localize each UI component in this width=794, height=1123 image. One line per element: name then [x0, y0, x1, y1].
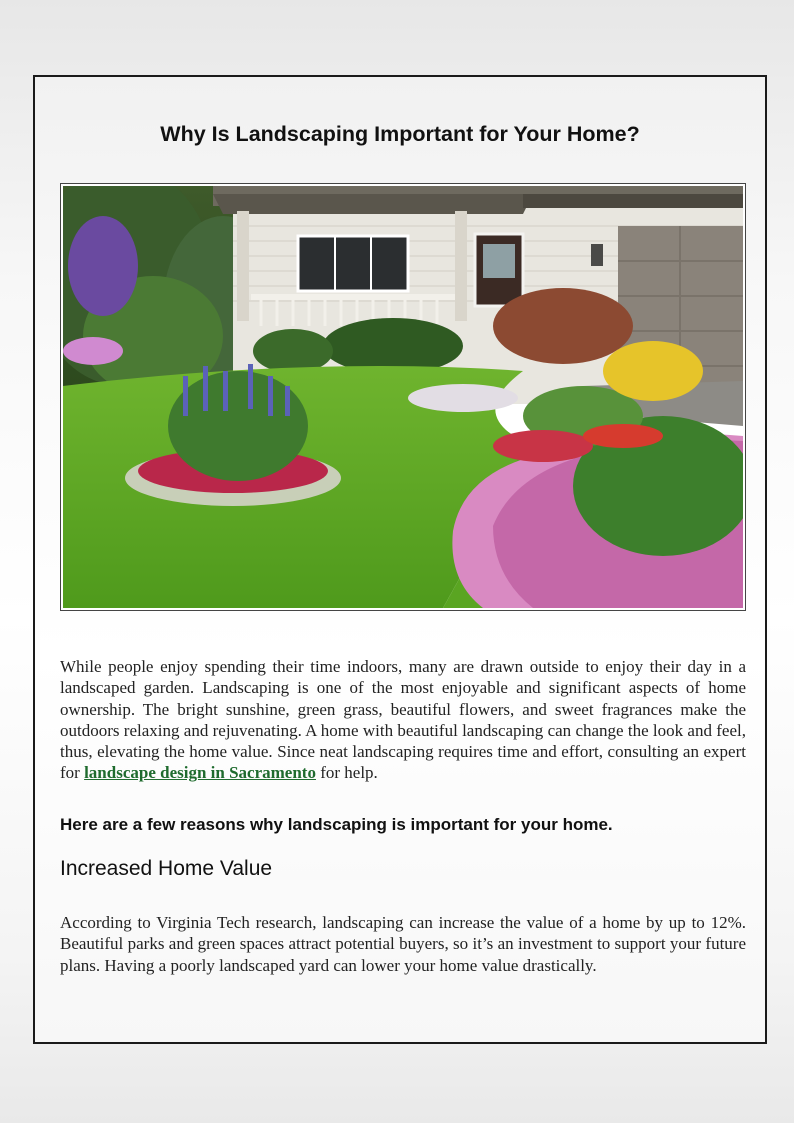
landscape-photo	[60, 183, 746, 611]
landscape-design-link[interactable]: landscape design in Sacramento	[84, 763, 316, 783]
section-heading: Increased Home Value	[60, 857, 273, 880]
intro-text: While people enjoy spending their time indoors, many are drawn outside to enjoy their day in a landscaped garden. Landscaping is one of the most enjoyable and significant aspects of home ownership. The bright sunshine, green grass, beautiful flowers, and sweet fragrances make the outdoors relaxing and rejuvenating. A home with beautiful landscaping can change the look and feel, thus, elevating the home value. Since neat landscaping requires time and effort, consulting an expert for	[60, 657, 746, 783]
reasons-lead-in: Here are a few reasons why landscaping is important for your home.	[60, 815, 613, 834]
section-paragraph: According to Virginia Tech research, landscaping can increase the value of a home by up to 12%. Beautiful parks and green spaces attract potential buyers, so it’s an investment to support your future plans. Having a poorly landscaped yard can lower your home value drastically.	[60, 913, 746, 975]
intro-paragraph	[60, 656, 746, 784]
page-title: Why Is Landscaping Important for Your Home?	[160, 122, 640, 146]
intro-text-end: for help.	[315, 763, 378, 783]
page-frame	[33, 75, 767, 1044]
landscape-photo-illustration	[63, 186, 743, 608]
